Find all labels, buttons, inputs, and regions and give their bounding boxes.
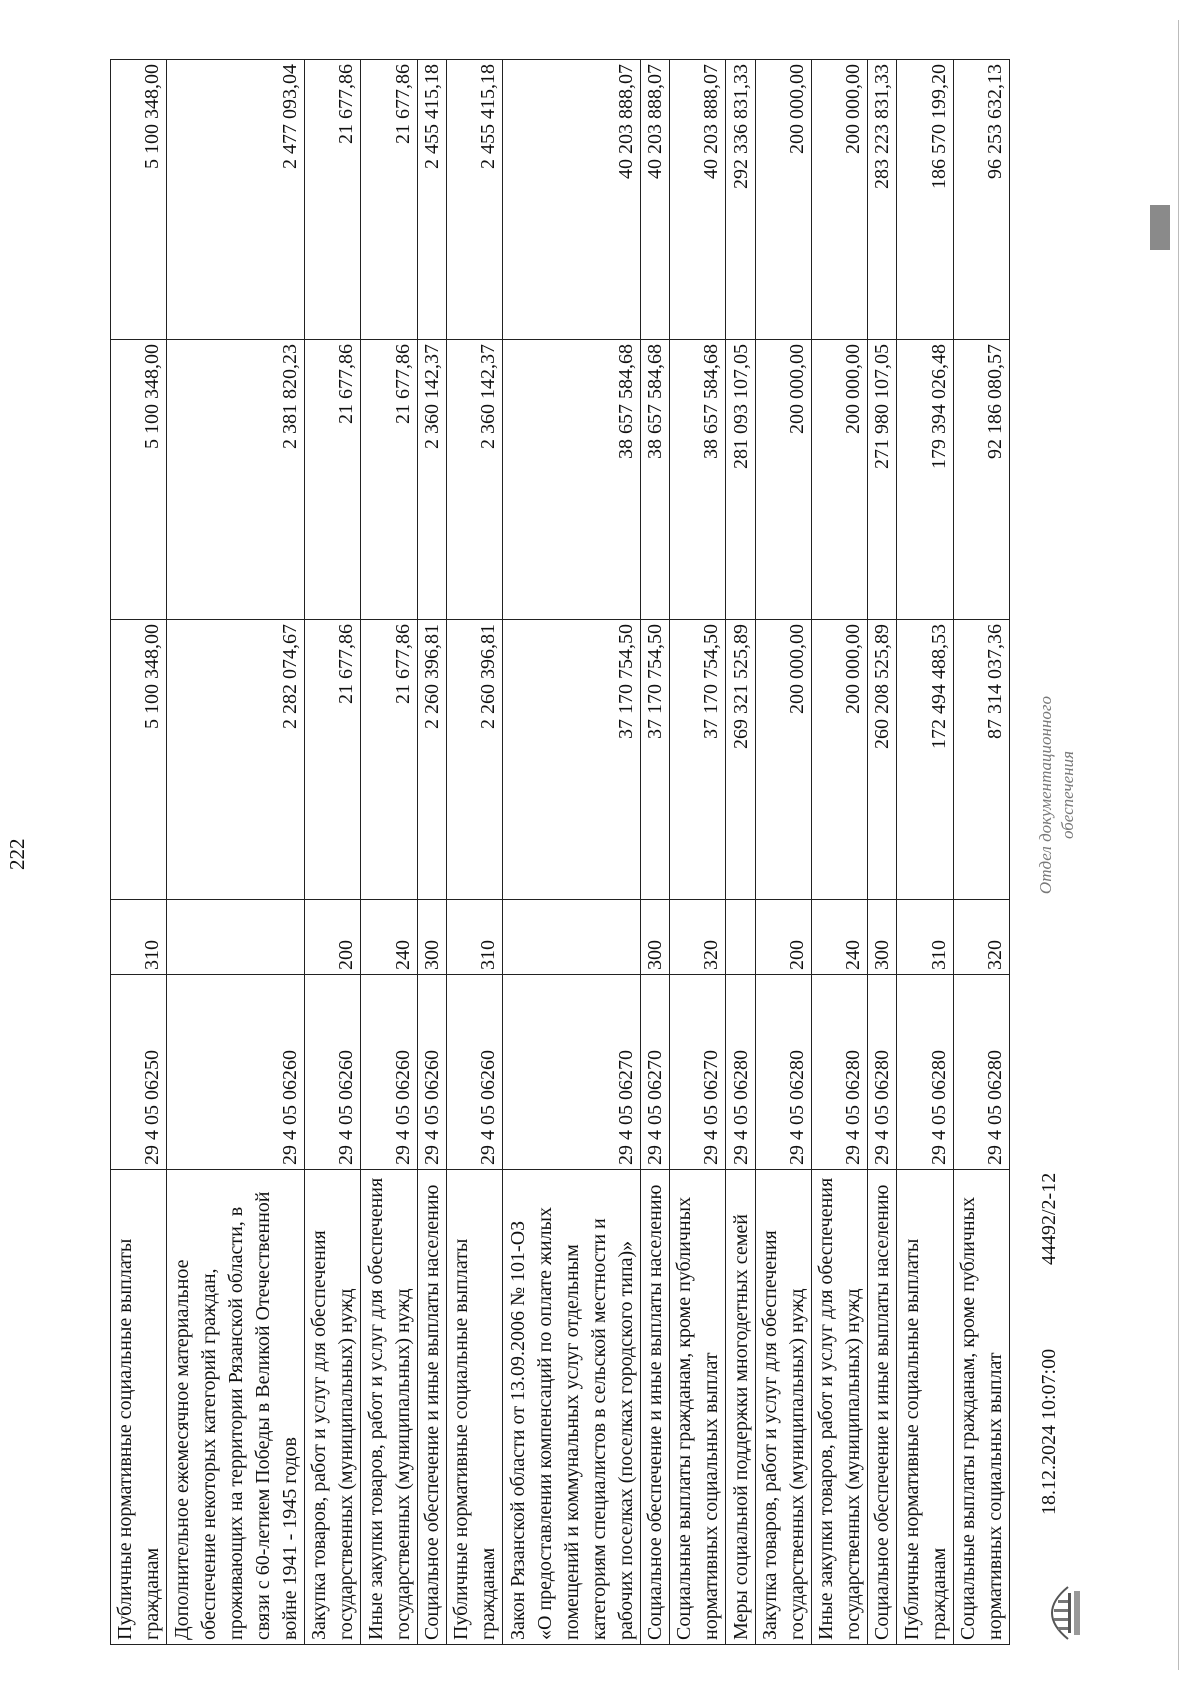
row-description (670, 1170, 726, 1645)
row-value-year1: 21 677,86 (305, 620, 361, 900)
row-description (167, 1170, 305, 1645)
row-value-year1: 37 170 754,50 (640, 620, 669, 900)
description-line: гражданам (141, 1547, 164, 1640)
row-value-year3: 2 477 093,04 (167, 60, 305, 340)
row-value-year3: 96 253 632,13 (953, 60, 1009, 340)
table-row (417, 60, 446, 1645)
row-value-year2: 38 657 584,68 (640, 340, 669, 620)
row-description (726, 1170, 755, 1645)
description-line: Социальные выплаты гражданам, кроме публичных (957, 1196, 979, 1640)
description-line: Меры социальной поддержки многодетных семей (729, 1214, 752, 1640)
row-value-year2: 21 677,86 (361, 340, 417, 620)
row-value-year1: 5 100 348,00 (111, 620, 167, 900)
row-code: 29 4 05 06280 (897, 975, 953, 1170)
row-expense-kind (503, 900, 641, 975)
row-code: 29 4 05 06270 (503, 975, 641, 1170)
row-value-year2: 200 000,00 (755, 340, 811, 620)
stamp-line-2: обеспечения (1058, 751, 1077, 840)
row-value-year2: 5 100 348,00 (111, 340, 167, 620)
table-row (361, 60, 417, 1645)
row-value-year1: 87 314 037,36 (953, 620, 1009, 900)
description-line: Иные закупки товаров, работ и услуг для обеспечения (364, 1177, 387, 1640)
row-description (417, 1170, 446, 1645)
stamp-line-1: Отдел документационного (1036, 695, 1055, 895)
row-description (897, 1170, 953, 1645)
row-expense-kind: 310 (111, 900, 167, 975)
row-expense-kind: 300 (868, 900, 897, 975)
row-description (811, 1170, 867, 1645)
scan-artifact (1150, 205, 1170, 250)
description-line: Иные закупки товаров, работ и услуг для обеспечения (815, 1177, 838, 1640)
row-value-year3: 40 203 888,07 (640, 60, 669, 340)
table-row (897, 60, 953, 1645)
row-value-year3: 200 000,00 (811, 60, 867, 340)
row-value-year3: 40 203 888,07 (503, 60, 641, 340)
description-line: государственных (муниципальных) нужд (391, 1288, 414, 1640)
row-value-year2: 179 394 026,48 (897, 340, 953, 620)
description-line: государственных (муниципальных) нужд (335, 1288, 358, 1640)
row-value-year3: 283 223 831,33 (868, 60, 897, 340)
description-line: обеспечение некоторых категорий граждан, (198, 1268, 221, 1640)
description-line: Закупка товаров, работ и услуг для обеспечения (758, 1230, 781, 1640)
table-row (167, 60, 305, 1645)
page-number: 222 (5, 838, 29, 870)
description-line: войне 1941 - 1945 годов (279, 1437, 302, 1640)
row-description (755, 1170, 811, 1645)
row-value-year2: 92 186 080,57 (953, 340, 1009, 620)
row-expense-kind: 320 (953, 900, 1009, 975)
table-row (726, 60, 755, 1645)
row-code: 29 4 05 06260 (305, 975, 361, 1170)
table-body (111, 60, 1010, 1645)
row-expense-kind (167, 900, 305, 975)
row-expense-kind: 300 (417, 900, 446, 975)
row-value-year1: 37 170 754,50 (670, 620, 726, 900)
row-description (868, 1170, 897, 1645)
row-value-year2: 271 980 107,05 (868, 340, 897, 620)
row-expense-kind: 320 (670, 900, 726, 975)
description-line: гражданам (477, 1547, 500, 1640)
row-code: 29 4 05 06280 (811, 975, 867, 1170)
row-code: 29 4 05 06250 (111, 975, 167, 1170)
row-value-year1: 200 000,00 (811, 620, 867, 900)
row-value-year1: 37 170 754,50 (503, 620, 641, 900)
row-value-year2: 281 093 107,05 (726, 340, 755, 620)
row-value-year3: 5 100 348,00 (111, 60, 167, 340)
row-expense-kind: 200 (755, 900, 811, 975)
row-description (640, 1170, 669, 1645)
footer-doc-number: 44492/2-12 (1038, 1172, 1060, 1265)
description-line: Социальное обеспечение и иные выплаты населению (644, 1184, 667, 1640)
row-code: 29 4 05 06280 (953, 975, 1009, 1170)
row-description (361, 1170, 417, 1645)
row-value-year1: 2 260 396,81 (446, 620, 502, 900)
row-value-year3: 2 455 415,18 (446, 60, 502, 340)
table-row (503, 60, 641, 1645)
footer-date: 18.12.2024 10:07:00 (1038, 1348, 1060, 1515)
duma-emblem-icon (1028, 1581, 1084, 1645)
row-value-year2: 38 657 584,68 (670, 340, 726, 620)
department-stamp (1035, 675, 1079, 915)
table-row (446, 60, 502, 1645)
row-code: 29 4 05 06270 (640, 975, 669, 1170)
row-value-year3: 21 677,86 (305, 60, 361, 340)
description-line: нормативных социальных выплат (700, 1352, 723, 1640)
row-value-year2: 2 360 142,37 (417, 340, 446, 620)
row-value-year2: 21 677,86 (305, 340, 361, 620)
scan-edge-line (1178, 20, 1179, 1670)
description-line: связи с 60-летием Победы в Великой Отечественной (252, 1191, 275, 1640)
description-line: Публичные нормативные социальные выплаты (450, 1238, 473, 1640)
row-value-year1: 200 000,00 (755, 620, 811, 900)
row-value-year2: 2 360 142,37 (446, 340, 502, 620)
row-expense-kind: 200 (305, 900, 361, 975)
row-value-year1: 21 677,86 (361, 620, 417, 900)
description-line: проживающих на территории Рязанской области, в (225, 1206, 248, 1640)
row-code: 29 4 05 06260 (167, 975, 305, 1170)
row-value-year2: 2 381 820,23 (167, 340, 305, 620)
description-line: помещений и коммунальных услуг отдельным (560, 1244, 583, 1640)
description-line: Дополнительное ежемесячное материальное (171, 1259, 194, 1640)
row-expense-kind: 240 (361, 900, 417, 975)
table-row (640, 60, 669, 1645)
table-row (755, 60, 811, 1645)
description-line: Закон Рязанской области от 13.09.2006 № 101-ОЗ (506, 1220, 529, 1640)
row-value-year1: 2 282 074,67 (167, 620, 305, 900)
row-value-year3: 21 677,86 (361, 60, 417, 340)
row-value-year1: 2 260 396,81 (417, 620, 446, 900)
row-code: 29 4 05 06260 (361, 975, 417, 1170)
table-row (868, 60, 897, 1645)
row-code: 29 4 05 06270 (670, 975, 726, 1170)
rotated-page (5, 60, 1077, 1645)
row-value-year3: 40 203 888,07 (670, 60, 726, 340)
row-code: 29 4 05 06280 (726, 975, 755, 1170)
row-expense-kind (726, 900, 755, 975)
table-row (811, 60, 867, 1645)
table-row (305, 60, 361, 1645)
row-expense-kind: 310 (446, 900, 502, 975)
row-value-year3: 200 000,00 (755, 60, 811, 340)
row-expense-kind: 310 (897, 900, 953, 975)
description-line: Закупка товаров, работ и услуг для обеспечения (308, 1230, 331, 1640)
row-description (111, 1170, 167, 1645)
row-description (446, 1170, 502, 1645)
description-line: категориям специалистов в сельской местности и (587, 1218, 610, 1640)
row-value-year1: 269 321 525,89 (726, 620, 755, 900)
description-line: Социальные выплаты гражданам, кроме публичных (673, 1196, 696, 1640)
row-code: 29 4 05 06260 (446, 975, 502, 1170)
description-line: Социальное обеспечение и иные выплаты населению (420, 1184, 443, 1640)
row-value-year1: 172 494 488,53 (897, 620, 953, 900)
description-line: рабочих поселках (поселках городского типа)» (614, 1240, 637, 1640)
row-description (503, 1170, 641, 1645)
description-line: государственных (муниципальных) нужд (785, 1288, 808, 1640)
row-value-year3: 292 336 831,33 (726, 60, 755, 340)
table-row (111, 60, 167, 1645)
description-line: государственных (муниципальных) нужд (842, 1288, 865, 1640)
row-value-year2: 200 000,00 (811, 340, 867, 620)
description-line: Публичные нормативные социальные выплаты (900, 1238, 923, 1640)
row-value-year3: 186 570 199,20 (897, 60, 953, 340)
row-code: 29 4 05 06280 (755, 975, 811, 1170)
row-expense-kind: 240 (811, 900, 867, 975)
description-line: Социальное обеспечение и иные выплаты населению (871, 1184, 894, 1640)
description-line: гражданам (927, 1547, 950, 1640)
row-expense-kind: 300 (640, 900, 669, 975)
description-line: Публичные нормативные социальные выплаты (114, 1238, 137, 1640)
row-code: 29 4 05 06260 (417, 975, 446, 1170)
description-line: «О предоставлении компенсаций по оплате жилых (533, 1207, 556, 1640)
row-code: 29 4 05 06280 (868, 975, 897, 1170)
row-value-year2: 38 657 584,68 (503, 340, 641, 620)
description-line: нормативных социальных выплат (984, 1352, 1006, 1640)
table-row (670, 60, 726, 1645)
table-row (953, 60, 1009, 1645)
row-value-year1: 260 208 525,89 (868, 620, 897, 900)
row-value-year3: 2 455 415,18 (417, 60, 446, 340)
budget-table (110, 59, 1010, 1645)
row-description (305, 1170, 361, 1645)
row-description (953, 1170, 1009, 1645)
